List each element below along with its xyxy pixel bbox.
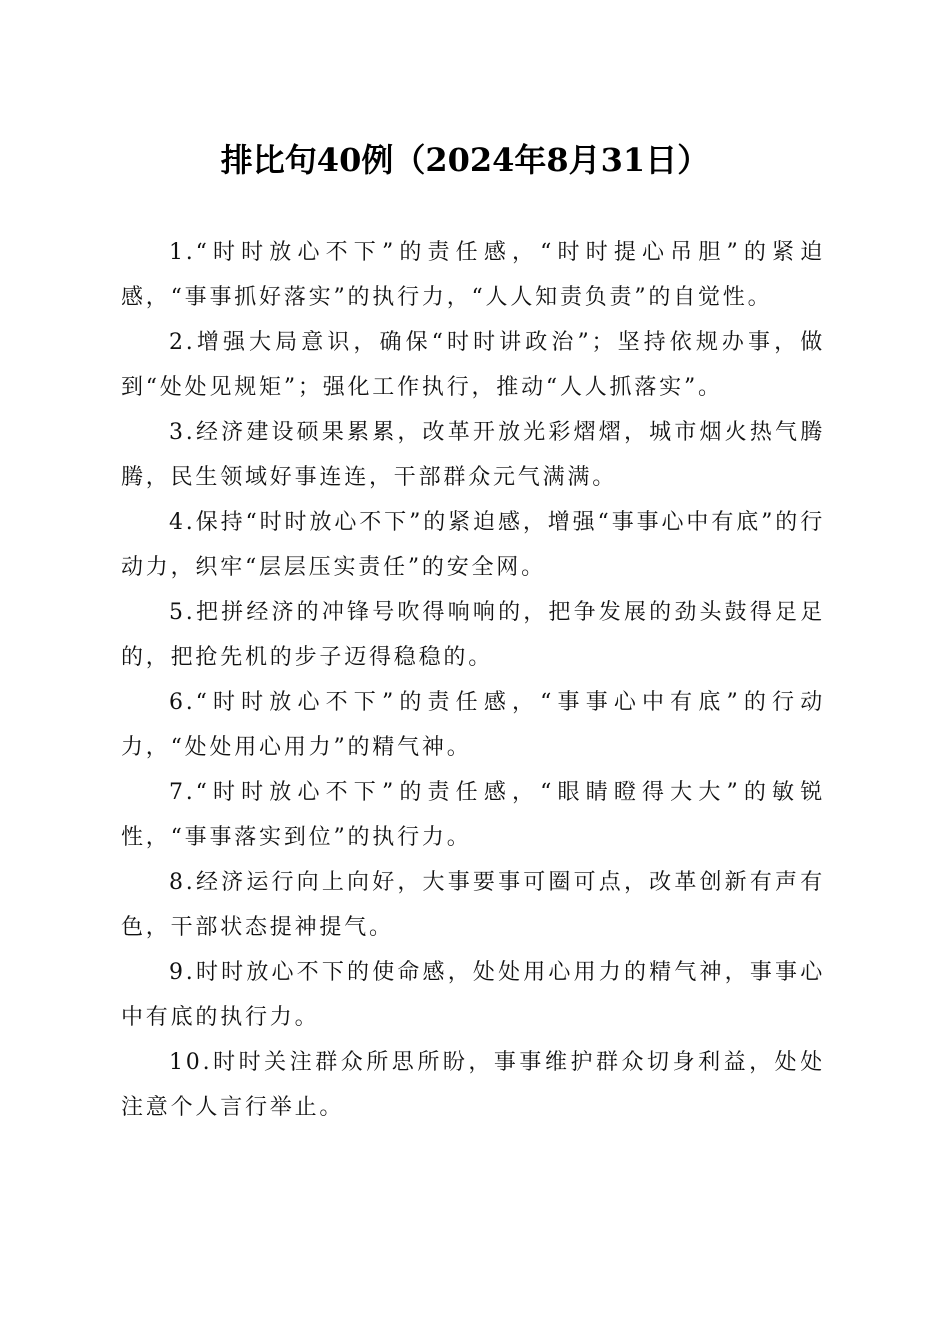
paragraph-6: 6.“时时放心不下”的责任感，“事事心中有底”的行动力，“处处用心用力”的精气神。 <box>121 690 825 760</box>
paragraph-9: 9.时时放心不下的使命感，处处用心用力的精气神，事事心中有底的执行力。 <box>121 960 825 1030</box>
paragraph-8: 8.经济运行向上向好，大事要事可圈可点，改革创新有声有色，干部状态提神提气。 <box>121 870 825 940</box>
paragraph-10: 10.时时关注群众所思所盼，事事维护群众切身利益，处处注意个人言行举止。 <box>121 1050 825 1120</box>
paragraph-2: 2.增强大局意识，确保“时时讲政治”；坚持依规办事，做到“处处见规矩”；强化工作执行，推动“人人抓落实”。 <box>121 330 825 400</box>
paragraph-4: 4.保持“时时放心不下”的紧迫感，增强“事事心中有底”的行动力，织牢“层层压实责任”的安全网。 <box>121 510 825 580</box>
paragraph-5: 5.把拼经济的冲锋号吹得响响的，把争发展的劲头鼓得足足的，把抢先机的步子迈得稳稳的。 <box>121 600 825 670</box>
paragraph-7: 7.“时时放心不下”的责任感，“眼睛瞪得大大”的敏锐性，“事事落实到位”的执行力。 <box>121 780 825 850</box>
document-title: 排比句40例（2024年8月31日） <box>220 141 710 179</box>
paragraph-3: 3.经济建设硕果累累，改革开放光彩熠熠，城市烟火热气腾腾，民生领域好事连连，干部群众元气满满。 <box>121 420 825 490</box>
paragraph-1: 1.“时时放心不下”的责任感，“时时提心吊胆”的紧迫感，“事事抓好落实”的执行力，“人人知责负责”的自觉性。 <box>121 240 825 310</box>
document-body <box>121 230 825 1130</box>
